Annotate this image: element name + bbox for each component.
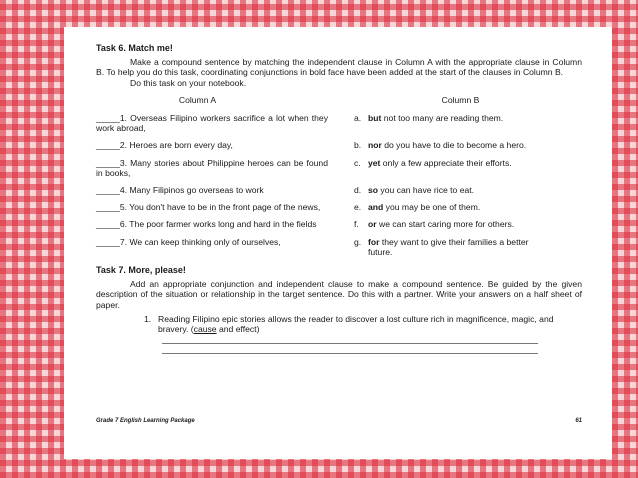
- column-b-clause: [354, 219, 544, 229]
- task7-item-number: 1.: [144, 313, 152, 324]
- choice-letter: e.: [354, 202, 362, 213]
- conjunction: for: [368, 236, 380, 247]
- column-b-clause: [354, 185, 544, 195]
- column-a-clause: _____2. Heroes are born every day,: [96, 140, 233, 151]
- worksheet-page: [64, 27, 612, 459]
- column-b-clause: [354, 158, 544, 178]
- conjunction: or: [368, 219, 377, 230]
- choice-letter: a.: [354, 113, 362, 124]
- match-row: [96, 158, 582, 178]
- matching-rows: [96, 113, 582, 257]
- conjunction: so: [368, 185, 379, 196]
- choice-text: so you can have rice to eat.: [368, 185, 475, 196]
- column-a-clause: _____1. Overseas Filipino workers sacrifice a lot when they work abroad,: [96, 113, 328, 134]
- column-a-clause: _____5. You don't have to be in the front page of the news,: [96, 202, 321, 213]
- column-headers: [96, 95, 582, 105]
- task7-item: [144, 314, 582, 334]
- match-row: [96, 185, 582, 195]
- choice-text: and you may be one of them.: [368, 202, 481, 213]
- answer-line-1: [162, 343, 538, 344]
- conjunction: but: [368, 113, 382, 124]
- task7-instructions: Add an appropriate conjunction and independent clause to make a compound sentence. Be guided by the given description of the situation or relationship in the target sentence. Do this with a partner. Write your answers on a half sheet of paper.: [96, 279, 582, 310]
- choice-text: yet only a few appreciate their efforts.: [368, 157, 512, 168]
- choice-text: nor do you have to die to become a hero.: [368, 140, 527, 151]
- choice-letter: f.: [354, 219, 359, 230]
- match-row: [96, 202, 582, 212]
- column-a-clause: _____4. Many Filipinos go overseas to work: [96, 185, 264, 196]
- match-row: [96, 113, 582, 133]
- column-b-clause: [354, 140, 544, 150]
- task6-instructions: Make a compound sentence by matching the independent clause in Column A with the appropriate clause in Column B. To help you do this task, coordinating conjunctions in bold face have been added at the start of the clauses in Column B.: [96, 57, 582, 78]
- match-row: [96, 237, 582, 257]
- column-a-clause: _____7. We can keep thinking only of ourselves,: [96, 236, 281, 247]
- task7-section: [96, 265, 582, 354]
- page-number: 61: [575, 417, 582, 424]
- conjunction: yet: [368, 157, 381, 168]
- column-b-clause: [354, 202, 544, 212]
- task6-title: Task 6. Match me!: [96, 43, 173, 53]
- choice-text: for they want to give their families a better future.: [368, 236, 529, 257]
- conjunction: nor: [368, 140, 382, 151]
- match-row: [96, 219, 582, 229]
- choice-letter: c.: [354, 157, 361, 168]
- page-footer: [96, 416, 582, 426]
- column-b-header: Column B: [441, 94, 480, 105]
- column-a-clause: _____3. Many stories about Philippine heroes can be found in books,: [96, 157, 328, 178]
- task6-instructions-line2: Do this task on your notebook.: [130, 77, 247, 88]
- choice-letter: b.: [354, 140, 362, 151]
- task7-title: Task 7. More, please!: [96, 265, 186, 276]
- choice-text: or we can start caring more for others.: [368, 219, 515, 230]
- task7-item-text: Reading Filipino epic stories allows the reader to discover a lost culture rich in magnificence, magic, and bravery. (cause and effect): [158, 313, 554, 335]
- column-b-clause: [354, 113, 544, 133]
- choice-letter: g.: [354, 236, 362, 247]
- column-a-header: Column A: [178, 94, 217, 105]
- choice-letter: d.: [354, 185, 362, 196]
- choice-text: but not too many are reading them.: [368, 113, 504, 124]
- conjunction: and: [368, 202, 384, 213]
- footer-title: Grade 7 English Learning Package: [96, 417, 195, 424]
- column-b-clause: [354, 237, 544, 257]
- task7-item-cause: cause: [193, 324, 217, 335]
- match-row: [96, 140, 582, 150]
- column-a-clause: _____6. The poor farmer works long and hard in the fields: [96, 219, 317, 230]
- answer-line-2: [162, 353, 538, 354]
